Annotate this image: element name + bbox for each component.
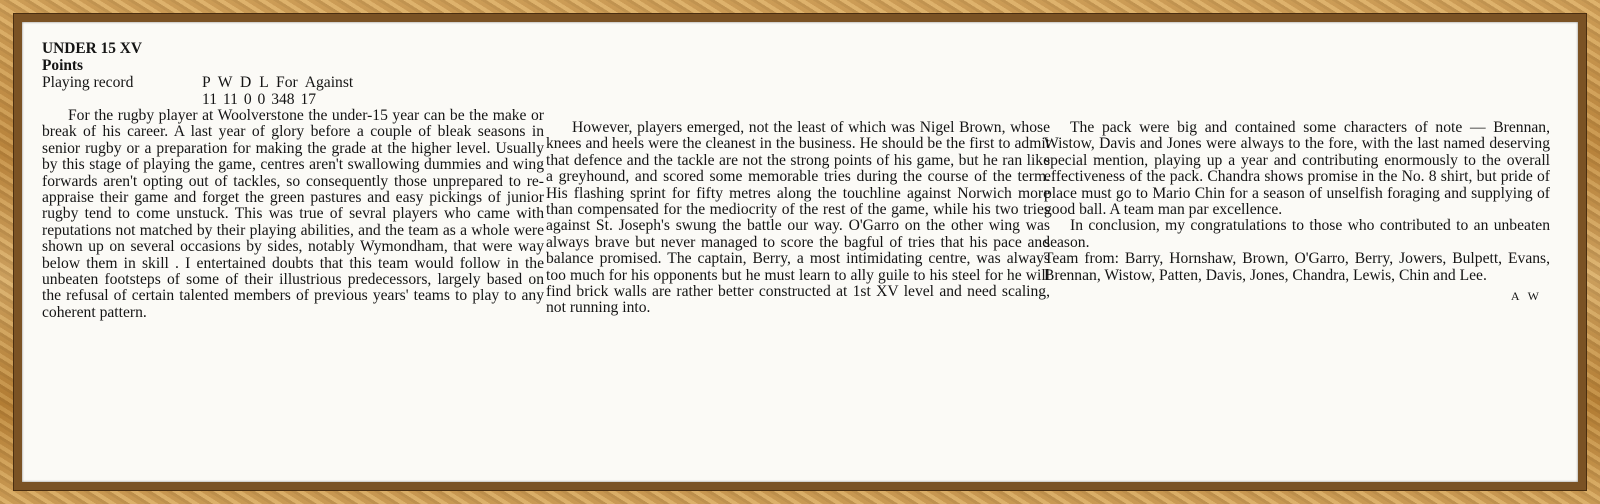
playing-record-label: Playing record xyxy=(42,74,134,91)
column-2-paragraph: However, players emerged, not the least of which was Nigel Brown, whose knees and heels were the cleanest in the business. He should be the first to admit that defence and the tackle are not the strong points of his game, but he ran like a greyhound, and scored some memorable tries during the course of the term. His flashing sprint for fifty metres along the touchline against Norwich more than compensated for the mediocrity of the rest of the game, while his two tries against St. Joseph's swung the battle our way. O'Garro on the other wing was always brave but never managed to score the bagful of tries that his pace and balance promised. The captain, Berry, a most intimidating centre, was always too much for his opponents but he must learn to ally guile to his steel for he will find brick walls are rather better constructed at 1st XV level and need scaling, not running into. xyxy=(546,119,1050,317)
points-label: Points xyxy=(42,57,84,74)
article-title: UNDER 15 XV xyxy=(42,40,143,57)
column-1-paragraph: For the rugby player at Woolverstone the under-15 year can be the make or break of his career. A last year of glory before a couple of bleak seasons in senior rugby or a preparation for making the grade at the higher level. Usually by this stage of playing the game, centres aren't swallowing dummies and wing forwards aren't opting out of tackles, so consequently those unprepared to re-appraise their game and forget the green pastures and easy pickings of junior rugby tend to come unstuck. This was true of sevral players who came with reputations not matched by their playing abilities, and the team as a whole were shown up on several occasions by sides, notably Wymondham, that were way below them in skill . I entertained doubts that this team would follow in the unbeaten footsteps of some of their illustrious predecessors, largely based on the refusal of certain talented members of previous years' teams to play to any coherent pattern. xyxy=(42,107,544,321)
column-3-paragraph-1: The pack were big and contained some characters of note — Brennan, Wistow, Davis and Jones were always to the fore, with the last named deserving special mention, playing up a year and contributing enormously to the overall effectiveness of the pack. Chandra shows promise in the No. 8 shirt, but pride of place must go to Mario Chin for a season of unselfish foraging and supplying of good ball. A team man par excellence. xyxy=(1044,119,1550,219)
team-list: Team from: Barry, Hornshaw, Brown, O'Garro, Berry, Jowers, Bulpett, Evans, Brennan, Wistow, Patten, Davis, Jones, Chandra, Lewis, Chin and Lee. xyxy=(1044,250,1550,284)
playing-record-values: 11 11 0 0 348 17 xyxy=(202,91,317,108)
playing-record-row xyxy=(42,74,544,91)
author-signature: A W xyxy=(1510,289,1542,304)
playing-record-columns: P W D L For Against xyxy=(202,74,354,91)
column-3 xyxy=(1044,120,1550,304)
column-3-paragraph-2: In conclusion, my congratulations to those who contributed to an unbeaten season. xyxy=(1044,217,1550,251)
column-1 xyxy=(42,40,544,321)
newspaper-clipping xyxy=(22,22,1578,482)
column-2 xyxy=(546,120,1050,317)
